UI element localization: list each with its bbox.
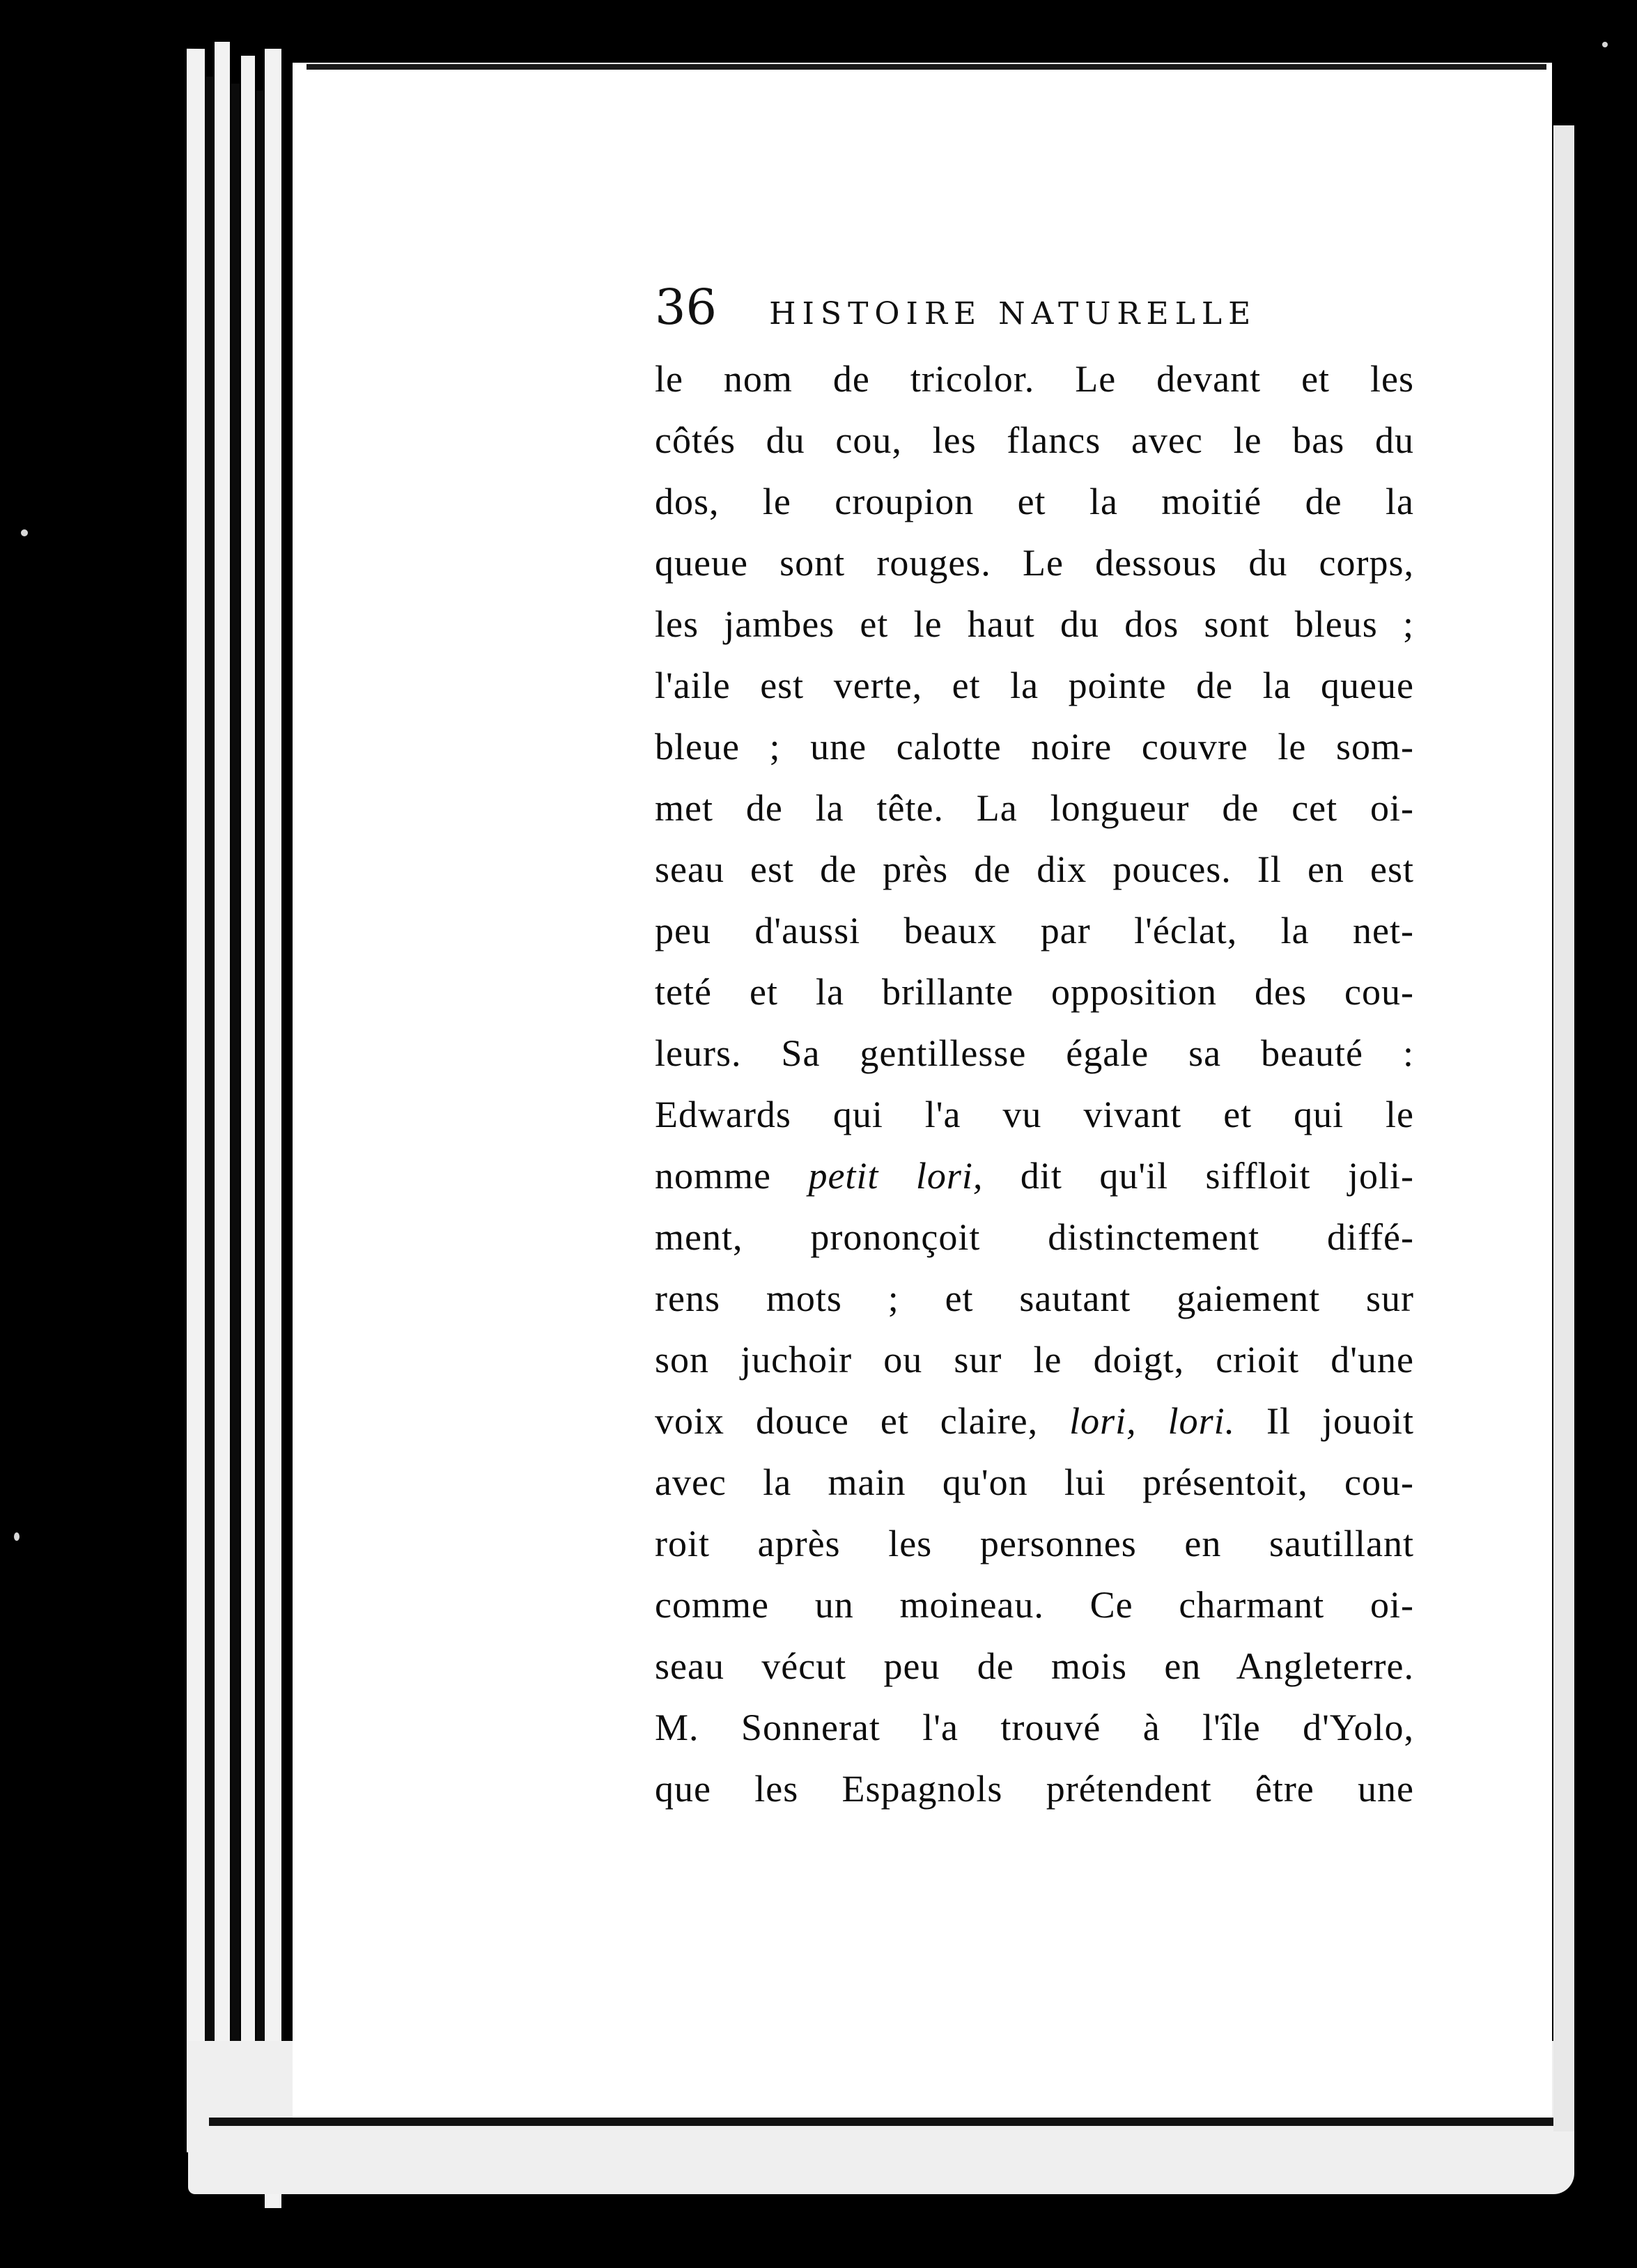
text-line: que les Espagnols prétendent être une [655, 1768, 1414, 1810]
text-line: seau est de près de dix pouces. Il en est [655, 848, 1414, 890]
text-line: les jambes et le haut du dos sont bleus ; [655, 603, 1414, 645]
text-line: comme un moineau. Ce charmant oi- [655, 1584, 1414, 1626]
text-line: teté et la brillante opposition des cou- [655, 971, 1414, 1013]
page-edge [215, 42, 230, 2180]
text-line: seau vécut peu de mois en Angleterre. [655, 1645, 1414, 1687]
body-text [655, 348, 1414, 1819]
text-line: l'aile est verte, et la pointe de la queue [655, 665, 1414, 706]
text-line: roit après les personnes en sautillant [655, 1523, 1414, 1564]
italic-segment: lori, lori. [1069, 1400, 1236, 1442]
text-line: le nom de tricolor. Le devant et les [655, 358, 1414, 400]
text-line: bleue ; une calotte noire couvre le som- [655, 726, 1414, 768]
text-line: peu d'aussi beaux par l'éclat, la net- [655, 910, 1414, 952]
top-page-rule [307, 64, 1546, 70]
text-line: met de la tête. La longueur de cet oi- [655, 787, 1414, 829]
text-line: ment, prononçoit distinctement diffé- [655, 1216, 1414, 1258]
text-line-with-italic [655, 1145, 1414, 1206]
page-number: 36 [655, 279, 717, 336]
text-line: M. Sonnerat l'a trouvé à l'île d'Yolo, [655, 1707, 1414, 1748]
running-title: HISTOIRE NATURELLE [769, 296, 1257, 332]
text-line: queue sont rouges. Le dessous du corps, [655, 542, 1414, 584]
bottom-page-gap [209, 2118, 1574, 2126]
text-line: leurs. Sa gentillesse égale sa beauté : [655, 1032, 1414, 1074]
text-line: côtés du cou, les flancs avec le bas du [655, 419, 1414, 461]
scan-speck [14, 1532, 20, 1541]
scan-speck [21, 529, 28, 536]
text-segment: dit qu'il siffloit joli- [983, 1155, 1414, 1197]
text-line-with-italic [655, 1390, 1414, 1452]
text-line: son juchoir ou sur le doigt, crioit d'une [655, 1339, 1414, 1381]
text-line: avec la main qu'on lui présentoit, cou- [655, 1461, 1414, 1503]
page-edge [265, 49, 281, 2208]
page-edge [187, 49, 205, 2152]
page-edge [241, 56, 255, 2173]
scan-speck [1602, 42, 1608, 47]
right-page-edge [1553, 125, 1574, 2131]
text-line: dos, le croupion et la moitié de la [655, 481, 1414, 522]
page-edge-gap [256, 91, 263, 2166]
text-line: Edwards qui l'a vu vivant et qui le [655, 1094, 1414, 1135]
text-segment: Il jouoit [1235, 1400, 1415, 1442]
text-line: rens mots ; et sautant gaiement sur [655, 1277, 1414, 1319]
page-edge-gap [206, 77, 213, 2131]
page-edge-gap [231, 84, 240, 2145]
italic-segment: petit lori, [808, 1155, 984, 1197]
text-segment: nomme [655, 1155, 809, 1197]
text-segment: voix douce et claire, [655, 1400, 1070, 1442]
running-head [655, 279, 1421, 334]
